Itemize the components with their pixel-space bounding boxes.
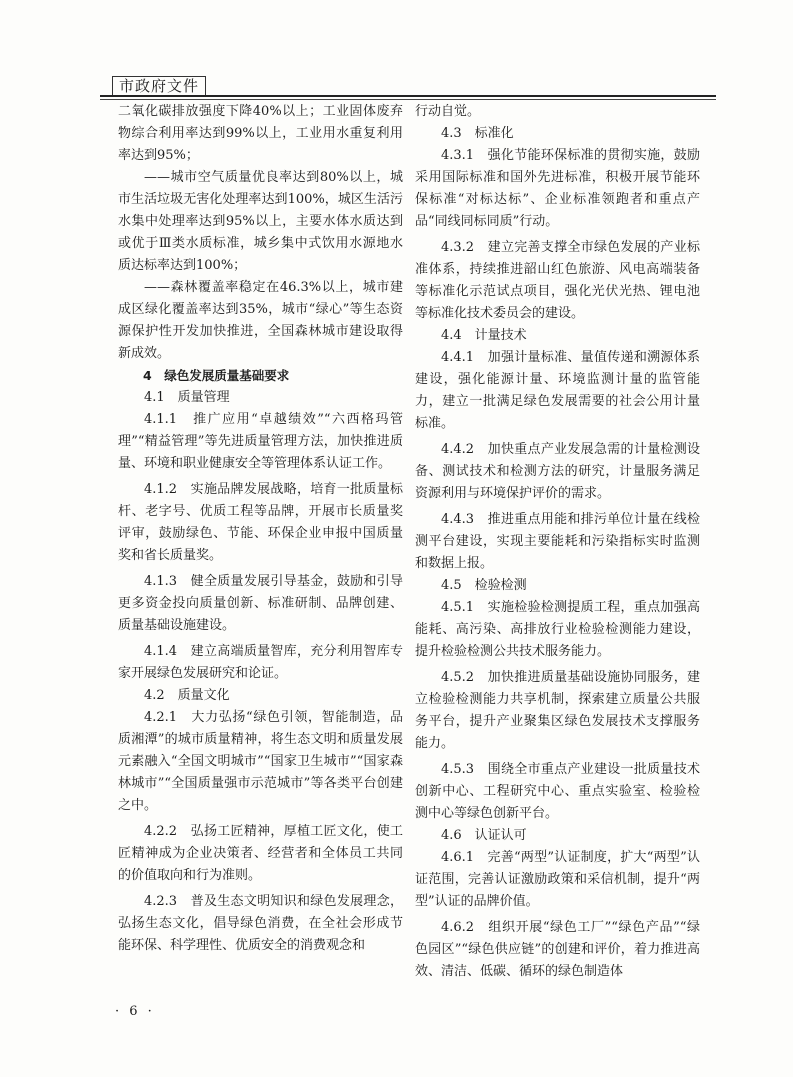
paragraph: 4.3.1 强化节能环保标准的贯彻实施，鼓励采用国际标准和国外先进标准，积极开展节能环保标准“对标达标”、企业标准领跑者和重点产品“同线同标同质”行动。 [415, 148, 700, 229]
paragraph: 4.1 质量管理 [144, 390, 230, 405]
paragraph: 4.1.1 推广应用“卓越绩效”“六西格玛管理”“精益管理”等先进质量管理方法，加快推进质量、环境和职业健康安全等管理体系认证工作。 [118, 412, 403, 471]
paragraph: 4.6 认证认可 [441, 828, 527, 843]
paragraph: 4.4.1 加强计量标准、量值传递和溯源体系建设，强化能源计量、环境监测计量的监管能力，建立一批满足绿色发展需要的社会公用计量标准。 [415, 350, 700, 431]
header-rule [100, 95, 716, 97]
paragraph: 4.1.3 健全质量发展引导基金，鼓励和引导更多资金投向质量创新、标准研制、品牌创建、质量基础设施建设。 [118, 574, 403, 633]
paragraph: 4.4.3 推进重点用能和排污单位计量在线检测平台建设，实现主要能耗和污染指标实时监测和数据上报。 [415, 512, 700, 571]
paragraph: ——森林覆盖率稳定在46.3%以上，城市建成区绿化覆盖率达到35%，城市“绿心”等生态资源保护性开发加快推进，全国森林城市建设取得新成效。 [118, 280, 403, 361]
paragraph: 行动自觉。 [415, 104, 481, 119]
paragraph: 二氧化碳排放强度下降40%以上；工业固体废弃物综合利用率达到99%以上，工业用水重复利用率达到95%； [118, 104, 403, 163]
page-number: · 6 · [115, 1004, 155, 1019]
running-header [100, 76, 716, 96]
paragraph: 4.4 计量技术 [441, 328, 527, 343]
paragraph: 4.5.1 实施检验检测提质工程，重点加强高能耗、高污染、高排放行业检验检测能力建设，提升检验检测公共技术服务能力。 [415, 600, 700, 659]
paragraph: 4.6.1 完善“两型”认证制度，扩大“两型”认证范围，完善认证激励政策和采信机制，提升“两型”认证的品牌价值。 [415, 850, 700, 909]
paragraph: 4.2.3 普及生态文明知识和绿色发展理念，弘扬生态文化，倡导绿色消费，在全社会形成节能环保、科学理性、优质安全的消费观念和 [118, 894, 403, 953]
paragraph: 4.1.2 实施品牌发展战略，培育一批质量标杆、老字号、优质工程等品牌，开展市长质量奖评审，鼓励绿色、节能、环保企业申报中国质量奖和省长质量奖。 [118, 482, 403, 563]
section-label: 市政府文件 [112, 76, 206, 96]
paragraph: 4.3 标准化 [441, 126, 514, 141]
paragraph: 4.5.2 加快推进质量基础设施协同服务，建立检验检测能力共享机制，探索建立质量公共服务平台，提升产业聚集区绿色发展技术支撑服务能力。 [415, 670, 700, 751]
left-column [118, 101, 403, 957]
header-rule-thin [100, 99, 716, 100]
right-column [415, 101, 700, 983]
paragraph: 4.6.2 组织开展“绿色工厂”“绿色产品”“绿色园区”“绿色供应链”的创建和评价，着力推进高效、清洁、低碳、循环的绿色制造体 [415, 920, 700, 979]
paragraph: 4.2.1 大力弘扬“绿色引领，智能制造，品质湘潭”的城市质量精神，将生态文明和质量发展元素融入“全国文明城市”“国家卫生城市”“国家森林城市”“全国质量强市示范城市”等各类平台创建之中。 [118, 710, 403, 813]
paragraph: 4.2.2 弘扬工匠精神，厚植工匠文化，使工匠精神成为企业决策者、经营者和全体员工共同的价值取向和行为准则。 [118, 824, 403, 883]
paragraph: 4.4.2 加快重点产业发展急需的计量检测设备、测试技术和检测方法的研究，计量服务满足资源利用与环境保护评价的需求。 [415, 442, 700, 501]
paragraph: 4.2 质量文化 [144, 688, 230, 703]
paragraph: 4.3.2 建立完善支撑全市绿色发展的产业标准体系，持续推进韶山红色旅游、风电高端装备等标准化示范试点项目，强化光伏光热、锂电池等标准化技术委员会的建设。 [415, 240, 700, 321]
paragraph: ——城市空气质量优良率达到80%以上，城市生活垃圾无害化处理率达到100%，城区生活污水集中处理率达到95%以上，主要水体水质达到或优于Ⅲ类水质标准，城乡集中式饮用水源地水质达标率达到100%； [118, 170, 403, 273]
paragraph: 4.1.4 建立高端质量智库，充分利用智库专家开展绿色发展研究和论证。 [118, 644, 403, 681]
paragraph: 4.5 检验检测 [441, 578, 527, 593]
section-heading: 4 绿色发展质量基础要求 [143, 368, 290, 383]
paragraph: 4.5.3 围绕全市重点产业建设一批质量技术创新中心、工程研究中心、重点实验室、检验检测中心等绿色创新平台。 [415, 762, 700, 821]
